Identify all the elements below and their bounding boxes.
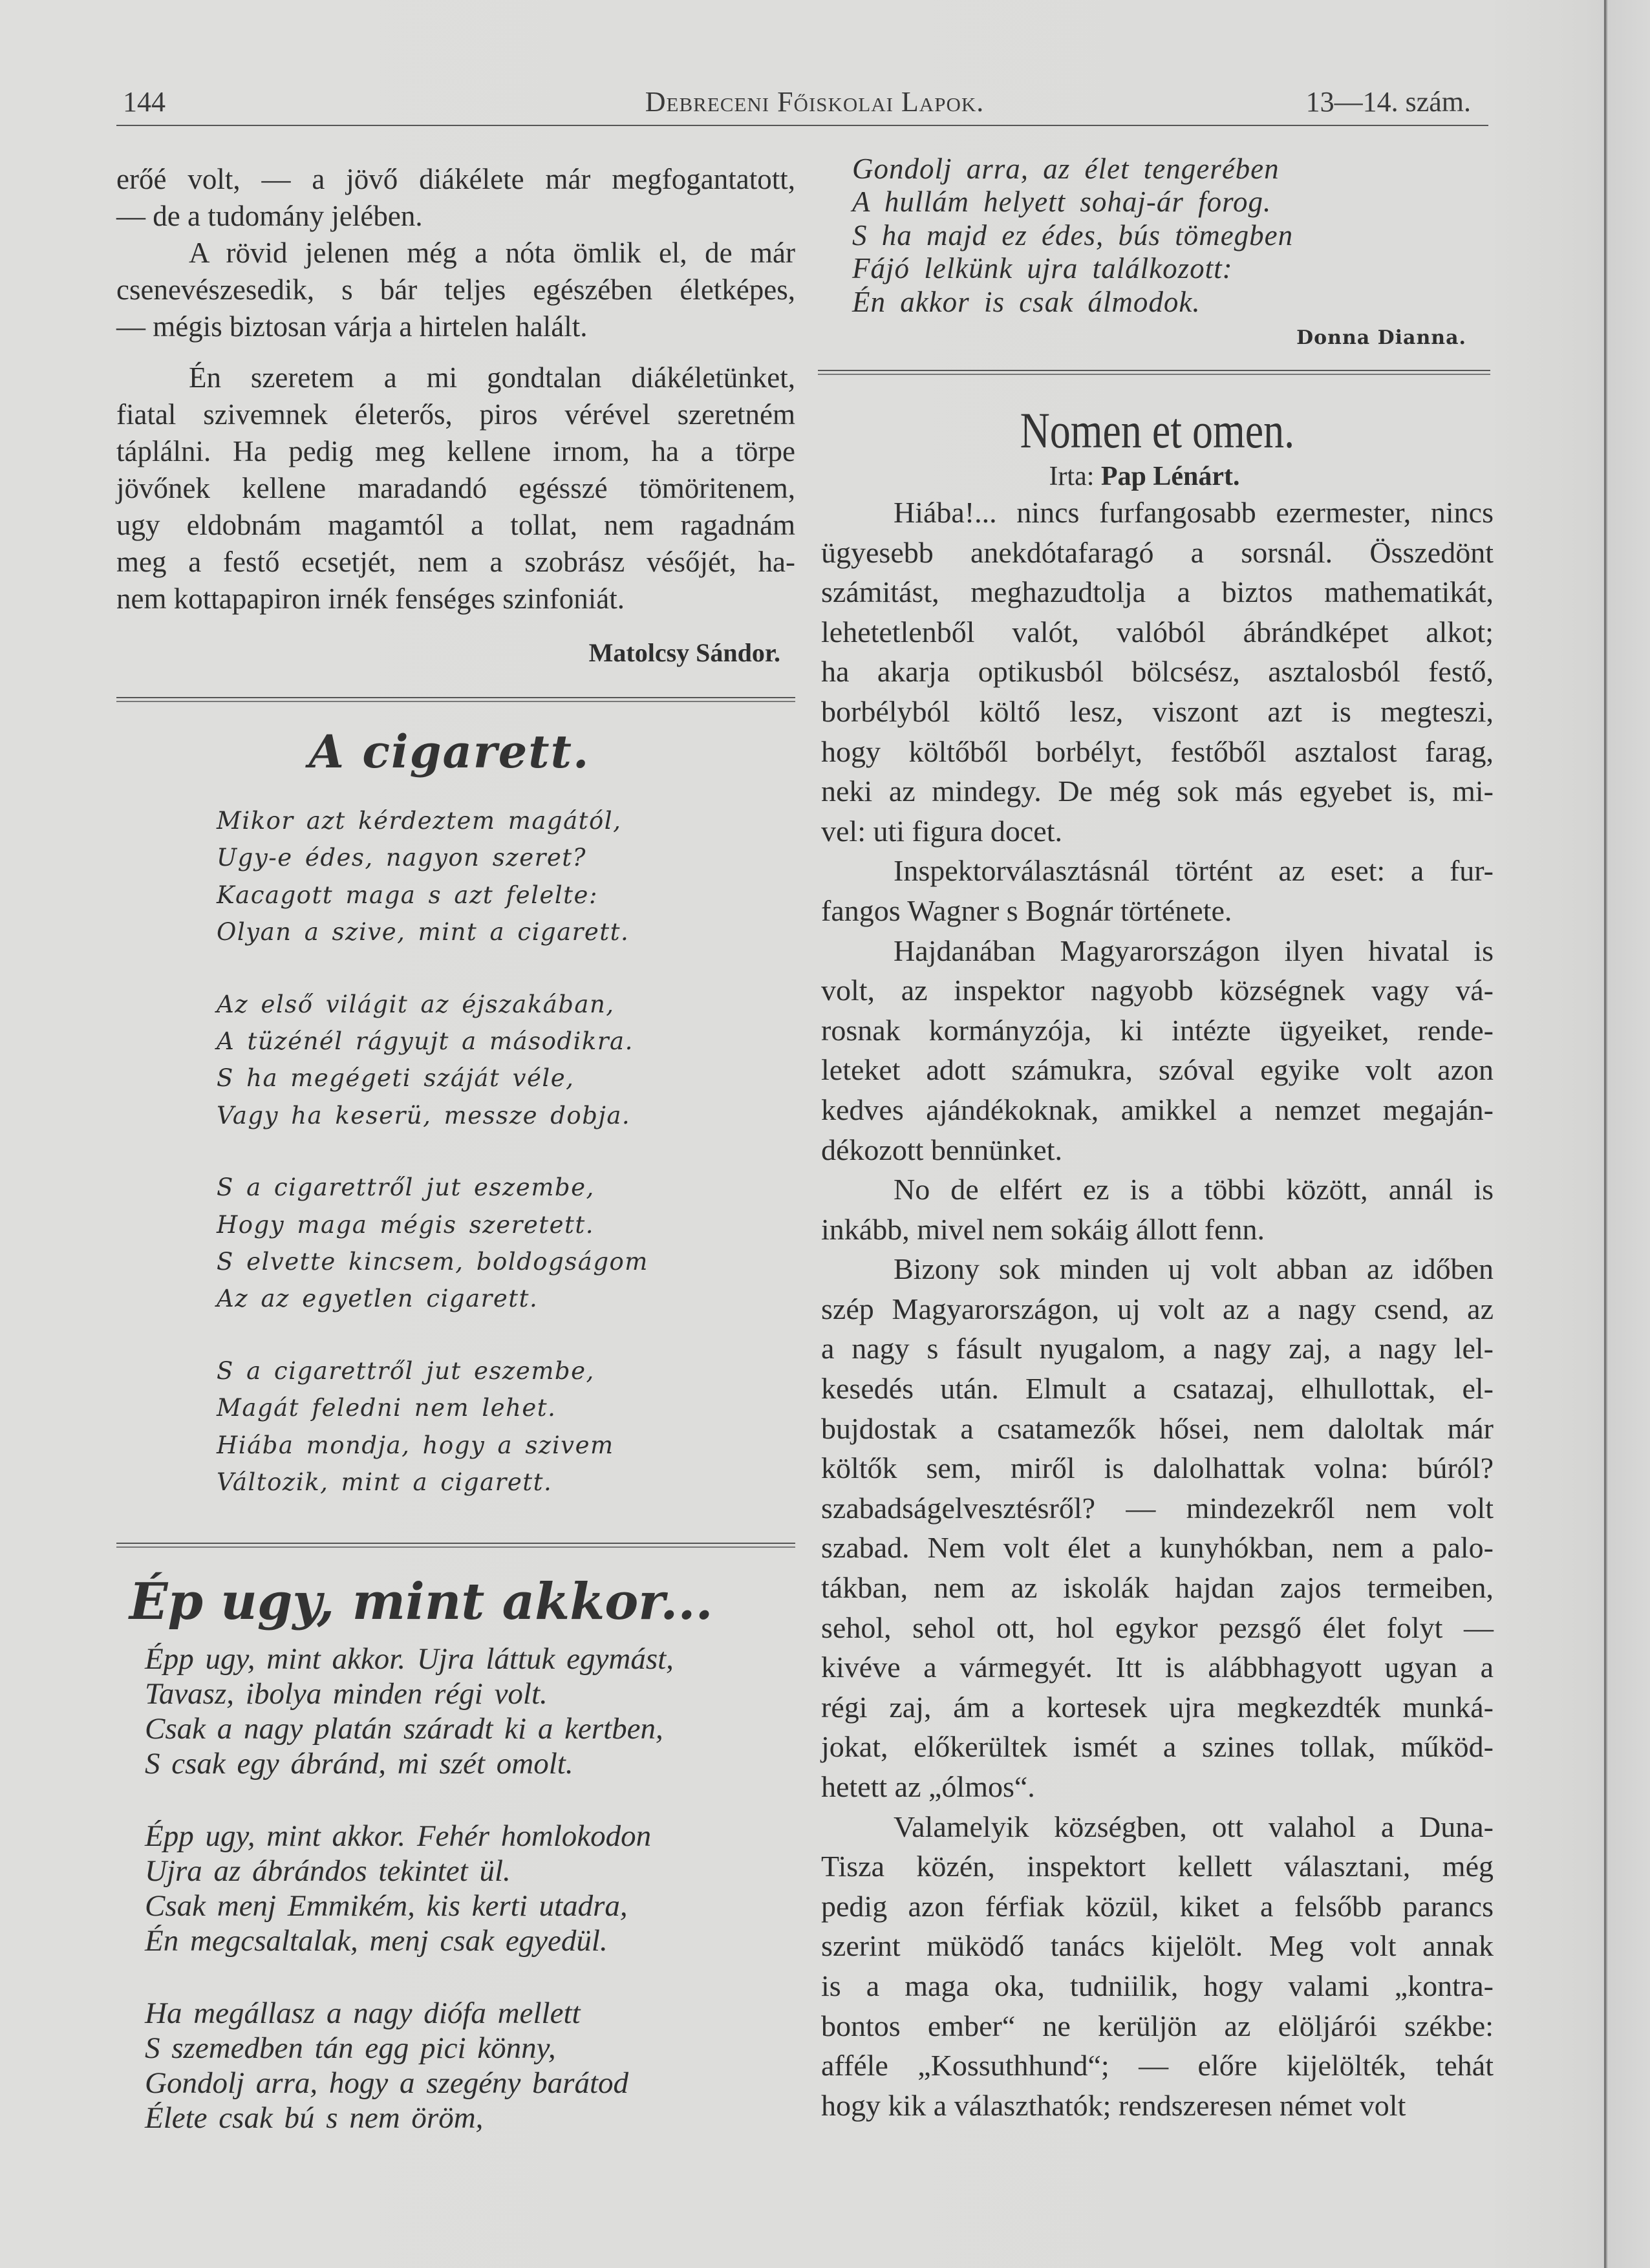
verse-line: Mikor azt kérdeztem magától, (217, 807, 622, 835)
text-line: hetett az „ólmos“. (821, 1770, 1035, 1803)
text-line: is a maga oka, tudniilik, hogy valami „kontra- (821, 1969, 1494, 2002)
text-line: — mégis biztosan várja a hirtelen halált. (116, 310, 588, 343)
verse-line: Én megcsaltalak, menj csak egyedül. (145, 1924, 608, 1958)
verse-line: Csak menj Emmikém, kis kerti utadra, (145, 1889, 628, 1923)
paragraph (116, 359, 795, 617)
text-line: szerint müködő tanács kijelölt. Meg volt annak (821, 1929, 1494, 1963)
text-line: dékozott bennünket. (821, 1133, 1063, 1166)
stanza (217, 1169, 648, 1318)
paragraph (821, 1249, 1494, 1806)
stanza (145, 1996, 674, 2135)
verse-line: Ha megállasz a nagy diófa mellett (145, 1996, 581, 2030)
text-line: Hajdanában Magyarországon ilyen hivatal is (894, 934, 1494, 967)
verse-line: S a cigarettről jut eszembe, (217, 1173, 595, 1202)
article-title-wrap (821, 401, 1494, 460)
text-line: leteket adott számukra, szóval egyike volt azon (821, 1053, 1494, 1087)
section-divider (116, 1543, 795, 1548)
text-line: bujdostak a csatamezők hősei, nem daloltak már (821, 1411, 1494, 1445)
article-body (821, 493, 1494, 2125)
text-line: No de elfért ez is a többi között, annál is (894, 1173, 1494, 1206)
byline-prefix: Irta: (1049, 462, 1095, 491)
signature-matolcsy: Matolcsy Sándor. (588, 638, 780, 667)
signature-donna-dianna: Donna Dianna. (1296, 326, 1466, 349)
text-line: hogy költőből borbélyt, festőből asztalost farag, (821, 734, 1494, 768)
poem-title-akkor: Ép ugy, mint akkor... (129, 1572, 713, 1631)
text-line: szabadságelvesztésről? — mindezekről nem volt (821, 1491, 1494, 1524)
stanza (145, 1819, 674, 1958)
verse-line: S elvette kincsem, boldogságom (217, 1248, 648, 1276)
text-line: A rövid jelenen még a nóta ömlik el, de már (189, 237, 795, 269)
paragraph (821, 1170, 1494, 1249)
verse-line: S ha majd ez édes, bús tömegben (852, 219, 1294, 251)
text-line: — de a tudomány jelében. (116, 200, 423, 232)
verse-line: S ha megégeti száját véle, (217, 1064, 575, 1093)
text-line: sehol, sehol ott, hol egykor pezsgő élet folyt — (821, 1610, 1494, 1644)
verse-line: Tavasz, ibolya minden régi volt. (145, 1677, 548, 1711)
text-line: a nagy s fásult nyugalom, a nagy zaj, a nagy lel- (821, 1332, 1494, 1365)
verse-line: Kacagott maga s azt felelte: (217, 881, 598, 909)
text-line: ügyesebb anekdótafaragó a sorsnál. Összedönt (821, 535, 1494, 569)
text-line: csenevészesedik, s bár teljes egészében életképes, (116, 273, 795, 306)
text-line: erőé volt, — a jövő diákélete már megfogantatott, (116, 163, 795, 195)
text-line: Én szeretem a mi gondtalan diákéletünket, (189, 361, 795, 394)
text-line: bontos ember“ ne kerüljön az elöljárói székbe: (821, 2009, 1494, 2042)
text-line: rosnak kormányzója, ki intézte ügyeiket, rende- (821, 1013, 1494, 1047)
text-line: Tisza közén, inspektort kellett választani, még (821, 1850, 1494, 1883)
verse-line: Épp ugy, mint akkor. Fehér homlokodon (145, 1819, 652, 1853)
verse-line: Magát feledni nem lehet. (217, 1394, 557, 1422)
byline (821, 459, 1468, 494)
verse-line: Ugy-e édes, nagyon szeret? (217, 844, 586, 872)
text-line: régi zaj, ám a kortesek ujra megkezdték munká- (821, 1690, 1494, 1724)
verse-line: Hiába mondja, hogy a szivem (217, 1431, 614, 1459)
verse-line: Csak a nagy platán száradt ki a kertben, (145, 1712, 663, 1746)
journal-title: Debreceni Főiskolai Lapok. (645, 86, 985, 118)
poem-continuation (852, 153, 1293, 319)
text-line: táplálni. Ha pedig meg kellene irnom, ha a törpe (116, 435, 795, 467)
text-line: nem kottapapiron irnék fenséges szinfoniát. (116, 583, 625, 615)
verse-line: A tüzénél rágyujt a másodikra. (217, 1027, 634, 1056)
text-line: hogy kik a választhatók; rendszeresen német volt (821, 2088, 1406, 2122)
text-line: borbélyból költő lesz, viszont azt is megteszi, (821, 694, 1494, 728)
text-line: inkább, mivel nem sokáig állott fenn. (821, 1212, 1265, 1246)
header-rule (116, 125, 1488, 126)
text-line: Bizony sok minden uj volt abban az időben (894, 1252, 1494, 1286)
text-line: ugy eldobnám magamtól a tollat, nem ragadnám (116, 509, 795, 541)
stanza (217, 986, 648, 1135)
text-line: lehetetlenből valót, valóból ábrándképet alkot; (821, 615, 1494, 648)
text-line: ha akarja optikusból bölcsész, asztalosból festő, (821, 655, 1494, 689)
text-line: volt, az inspektor nagyobb községnek vagy vá- (821, 974, 1494, 1007)
paragraph (116, 161, 795, 235)
verse-line: S szemedben tán egg pici könny, (145, 2031, 556, 2065)
text-line: kesedés után. Elmult a csatazaj, elhullottak, el- (821, 1372, 1494, 1406)
verse-line: Én akkor is csak álmodok. (852, 285, 1201, 318)
section-divider (116, 697, 795, 702)
verse-line: Gondolj arra, az élet tengerében (852, 153, 1280, 185)
verse-line: S a cigarettről jut eszembe, (217, 1356, 595, 1385)
verse-line: Olyan a szive, mint a cigarett. (217, 918, 630, 947)
text-line: fiatal szivemnek életerős, piros vérével szeretném (116, 398, 795, 431)
text-line: Hiába!... nincs furfangosabb ezermester, nincs (894, 496, 1494, 529)
text-line: fangos Wagner s Bognár története. (821, 893, 1232, 927)
paragraph (116, 235, 795, 345)
poem-ep-ugy-mint-akkor (145, 1642, 674, 2135)
text-line: vel: uti figura docet. (821, 814, 1062, 848)
verse-line: Gondolj arra, hogy a szegény barátod (145, 2066, 629, 2100)
article-continuation (116, 161, 795, 617)
verse-line: Az az egyetlen cigarett. (217, 1285, 539, 1313)
text-line: jövőnek kellene maradandó egésszé tömöritenem, (116, 472, 795, 504)
paragraph (821, 931, 1494, 1170)
verse-line: Fájó lelkünk ujra találkozott: (852, 252, 1233, 285)
verse-line: Épp ugy, mint akkor. Ujra láttuk egymást, (145, 1642, 674, 1676)
verse-line: Ujra az ábrándos tekintet ül. (145, 1854, 511, 1888)
page-number: 144 (123, 86, 166, 118)
issue-number: 13—14. szám. (1305, 86, 1471, 118)
text-line: meg a festő ecsetjét, nem a szobrász vésőjét, ha- (116, 546, 795, 578)
verse-line: A hullám helyett sohaj-ár forog. (852, 186, 1272, 219)
text-line: szép Magyarországon, uj volt az a nagy csend, az (821, 1292, 1494, 1325)
paragraph (821, 1807, 1494, 2126)
text-line: szabad. Nem volt élet a kunyhókban, nem a palo- (821, 1531, 1494, 1565)
stanza (217, 1353, 648, 1501)
stanza (145, 1642, 674, 1781)
text-line: Valamelyik községben, ott valahol a Duna- (894, 1810, 1494, 1843)
text-line: számitást, meghazudtolja a biztos mathematikát, (821, 575, 1494, 609)
paragraph (821, 851, 1494, 930)
article-title: Nomen et omen. (1020, 402, 1295, 458)
text-line: pedig azon férfiak közül, kiket a felsőbb parancs (821, 1889, 1494, 1923)
text-line: kivéve a vármegyét. Itt is alábbhagyott ugyan a (821, 1651, 1494, 1684)
text-line: kedves ajándékoknak, amikkel a nemzet megaján- (821, 1093, 1494, 1126)
text-line: afféle „Kossuthhund“; — előre kijelölték, tehát (821, 2049, 1494, 2082)
poem-title-cigarett: A cigarett. (308, 725, 590, 778)
verse-line: Az első világit az éjszakában, (217, 990, 615, 1018)
text-line: költők sem, miről is dalolhattak volna: búról? (821, 1451, 1494, 1485)
verse-line: Élete csak bú s nem öröm, (145, 2101, 484, 2135)
byline-author: Pap Lénárt. (1100, 462, 1240, 491)
verse-line: Vagy ha keserü, messze dobja. (217, 1101, 631, 1129)
text-line: tákban, nem az iskolák hajdan zajos termeiben, (821, 1571, 1494, 1605)
verse-line: S csak egy ábránd, mi szét omolt. (145, 1747, 573, 1781)
verse-line: Hogy maga mégis szeretett. (217, 1210, 595, 1239)
paragraph (821, 493, 1494, 851)
poem-cigarett (217, 802, 648, 1501)
verse-line: Változik, mint a cigarett. (217, 1468, 553, 1497)
text-line: Inspektorválasztásnál történt az eset: a fur- (894, 854, 1494, 888)
text-line: jokat, előkerültek ismét a szines tollak, működ- (821, 1730, 1494, 1764)
stanza (217, 802, 648, 951)
text-line: neki az mindegy. De még sok más egyebet is, mi- (821, 775, 1494, 808)
section-divider (818, 370, 1490, 375)
